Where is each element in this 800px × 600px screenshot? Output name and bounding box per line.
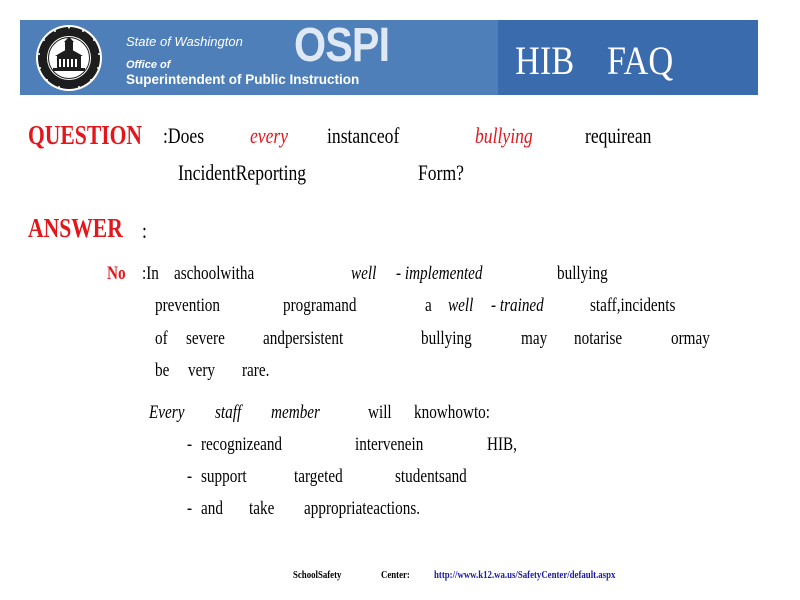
list-item-word: and — [201, 498, 223, 519]
answer-word: :In — [142, 263, 159, 284]
title-faq: FAQ — [606, 38, 674, 83]
answer-word: a — [425, 295, 432, 316]
answer-colon: : — [142, 218, 147, 243]
safety-center-link[interactable]: http://www.k12.wa.us/SafetyCenter/default.aspx — [434, 569, 616, 581]
footer-label-center: Center: — [381, 569, 410, 581]
answer-word: severe — [186, 328, 225, 349]
answer-word-italic: - implemented — [396, 263, 483, 284]
answer-word: bullying — [421, 328, 472, 349]
staff-word: knowhowto: — [414, 402, 490, 423]
answer-word-italic: well — [351, 263, 377, 284]
answer-word-italic: well — [448, 295, 474, 316]
question-label: QUESTION — [28, 120, 143, 150]
staff-word-italic: Every — [149, 402, 185, 423]
list-item-word: studentsand — [395, 466, 467, 487]
office-label: Office of — [126, 59, 171, 71]
list-bullet: - — [187, 466, 193, 487]
ospi-logo-text: OSPI — [294, 19, 390, 72]
answer-word: rare. — [242, 360, 270, 381]
washington-seal-icon — [35, 24, 103, 92]
staff-word-italic: staff — [215, 402, 242, 423]
question-emphasis-bullying: bullying — [475, 123, 533, 148]
list-bullet: - — [187, 434, 193, 455]
state-label: State of Washington — [126, 34, 243, 49]
list-item-word: HIB, — [487, 434, 517, 455]
answer-label: ANSWER — [28, 213, 123, 243]
list-bullet: - — [187, 498, 193, 519]
answer-word: staff,incidents — [590, 295, 676, 316]
answer-word-italic: - trained — [491, 295, 544, 316]
question-word: Form? — [418, 160, 464, 185]
answer-word: be — [155, 360, 170, 381]
staff-word-italic: member — [271, 402, 320, 423]
list-item-word: take — [249, 498, 275, 519]
list-item-word: recognizeand — [201, 434, 283, 455]
question-word: IncidentReporting — [178, 160, 307, 185]
superintendent-label: Superintendent of Public Instruction — [126, 72, 360, 87]
header-banner — [20, 20, 758, 95]
question-emphasis-every: every — [250, 123, 289, 148]
question-word: instanceof — [327, 123, 400, 148]
answer-no: No — [107, 263, 126, 284]
title-hib: HIB — [515, 38, 575, 83]
staff-word: will — [368, 402, 392, 423]
footer-label-schoolsafety: SchoolSafety — [293, 569, 342, 581]
answer-word: programand — [283, 295, 357, 316]
answer-word: prevention — [155, 295, 221, 316]
answer-word: bullying — [557, 263, 608, 284]
answer-word: notarise — [574, 328, 623, 349]
answer-word: may — [521, 328, 548, 349]
answer-word: very — [188, 360, 216, 381]
answer-word: andpersistent — [263, 328, 344, 349]
question-word: :Does — [163, 123, 205, 148]
answer-word: aschoolwitha — [174, 263, 255, 284]
list-item-word: targeted — [294, 466, 343, 487]
answer-word: ormay — [671, 328, 710, 349]
page-title — [515, 37, 706, 84]
list-item-word: appropriateactions. — [304, 498, 421, 519]
list-item-word: support — [201, 466, 247, 487]
answer-word: of — [155, 328, 168, 349]
question-word: requirean — [585, 123, 652, 148]
list-item-word: intervenein — [355, 434, 424, 455]
